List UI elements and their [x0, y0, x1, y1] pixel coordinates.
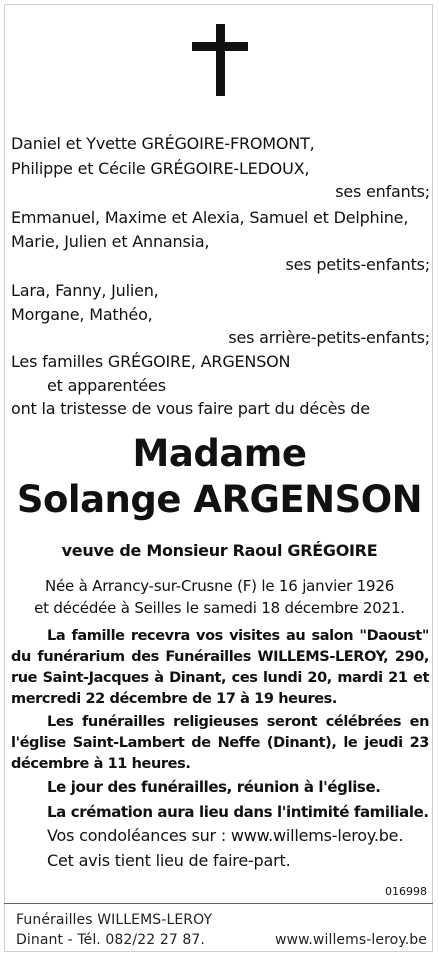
visits-text: La famille recevra vos visites au salon "Daoust" du funérarium des Funérailles WILLEMS-LEROY, 290, rue Saint-Jacques à Dinant, ces lundi 20, mardi 21 et mercredi 22 décembre de 17 à 19 heures. [11, 628, 429, 707]
footer-company: Funérailles WILLEMS-LEROY [16, 912, 213, 928]
family-line: Emmanuel, Maxime et Alexia, Samuel et Delphine, [11, 208, 409, 227]
relation-label: ses arrière-petits-enfants; [228, 328, 430, 347]
relation-label: ses petits-enfants; [285, 255, 430, 274]
reference-number: 016998 [385, 885, 427, 898]
relation-label: ses enfants; [335, 182, 430, 201]
footer-divider [4, 903, 433, 904]
family-line: et apparentées [47, 376, 166, 395]
footer-website[interactable]: www.willems-leroy.be [275, 932, 427, 948]
visits-paragraph [11, 626, 429, 710]
family-line: Daniel et Yvette GRÉGOIRE-FROMONT, [11, 134, 315, 153]
notice-line: Cet avis tient lieu de faire-part. [47, 851, 291, 870]
deceased-name: Solange ARGENSON [16, 478, 423, 521]
cremation-line: La crémation aura lieu dans l'intimité familiale. [47, 803, 429, 821]
footer-address: Dinant - Tél. 082/22 27 87. [16, 932, 205, 948]
funeral-paragraph [11, 712, 429, 775]
family-line: Les familles GRÉGOIRE, ARGENSON [11, 352, 291, 371]
widow-of: veuve de Monsieur Raoul GRÉGOIRE [61, 541, 378, 560]
cross-icon [192, 24, 248, 96]
intro-line: ont la tristesse de vous faire part du décès de [11, 399, 370, 418]
family-line: Philippe et Cécile GRÉGOIRE-LEDOUX, [11, 159, 310, 178]
condolences-line: Vos condoléances sur : www.willems-leroy.be. [47, 826, 404, 845]
birth-line: Née à Arrancy-sur-Crusne (F) le 16 janvier 1926 [44, 577, 395, 595]
death-line: et décédée à Seilles le samedi 18 décembre 2021. [34, 599, 405, 617]
family-line: Morgane, Mathéo, [11, 305, 153, 324]
meeting-line: Le jour des funérailles, réunion à l'église. [47, 778, 381, 796]
family-line: Lara, Fanny, Julien, [11, 281, 159, 300]
deceased-title: Madame [132, 432, 307, 475]
family-line: Marie, Julien et Annansia, [11, 232, 210, 251]
funeral-text: Les funérailles religieuses seront célébrées en l'église Saint-Lambert de Neffe (Dinant), le jeudi 23 décembre à 11 heures. [11, 714, 429, 772]
